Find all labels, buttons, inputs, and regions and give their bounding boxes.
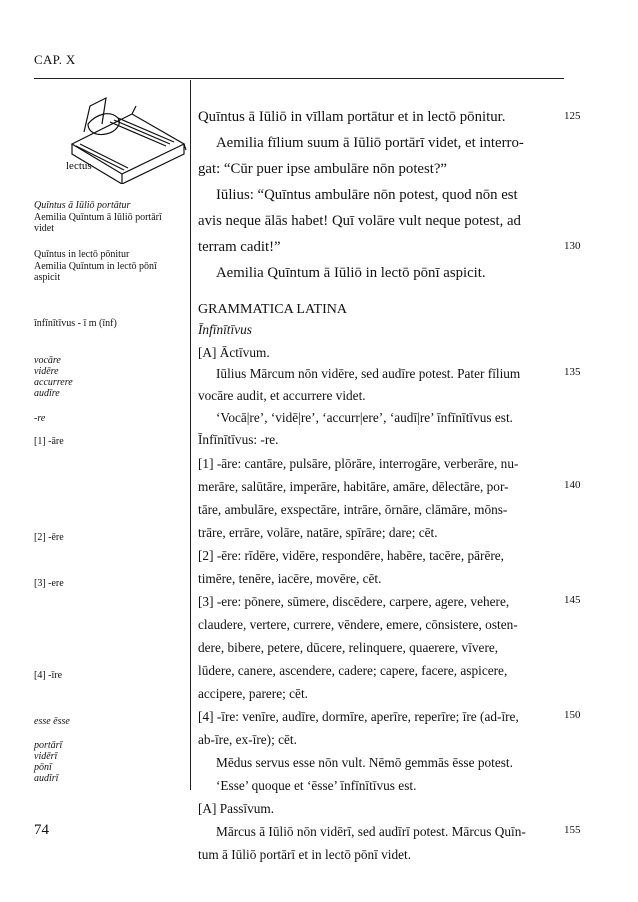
text-line: [2] -ēre: rīdēre, vidēre, respondēre, habēre, tacēre, pārēre, [198, 548, 504, 563]
text-line: ab-īre, ex-īre); cēt. [198, 732, 297, 747]
line-number: 125 [564, 110, 581, 122]
margin-note: esse ēsse [34, 716, 70, 727]
text-line: gat: “Cūr puer ipse ambulāre nōn potest?” [198, 161, 447, 177]
text-line: accipere, parere; cēt. [198, 686, 308, 701]
line-number: 155 [564, 824, 581, 836]
section-title: GRAMMATICA LATINA [198, 302, 347, 317]
text-line: [4] -īre: venīre, audīre, dormīre, aperīre, reperīre; īre (ad-īre, [198, 709, 519, 724]
margin-note: Aemilia Quīntum in lectō pōnī aspicit [34, 261, 157, 283]
line-number: 145 [564, 594, 581, 606]
text-line: Aemilia fīlium suum ā Iūliō portārī videt, et interro- [216, 135, 524, 151]
text-line: [A] Passīvum. [198, 801, 275, 816]
illustration-caption: lectus [66, 160, 92, 172]
text-line: merāre, salūtāre, imperāre, habitāre, amāre, dēlectāre, por- [198, 479, 509, 494]
line-number: 140 [564, 479, 581, 491]
text-line: Iūlius Mārcum nōn vidēre, sed audīre potest. Pater fīlium [216, 366, 521, 381]
text-line: ‘Esse’ quoque et ‘ēsse’ īnfīnītīvus est. [216, 778, 417, 793]
column-divider [190, 80, 191, 790]
text-line: [1] -āre: cantāre, pulsāre, plōrāre, interrogāre, verberāre, nu- [198, 456, 519, 471]
chapter-header: CAP. X [34, 52, 76, 67]
text-line: ‘Vocā|re’, ‘vidē|re’, ‘accurr|ere’, ‘audī|re’ īnfīnītīvus est. [216, 410, 513, 425]
text-line: claudere, vertere, currere, vēndere, emere, cōnsistere, osten- [198, 617, 518, 632]
line-number: 150 [564, 709, 581, 721]
text-line: avis neque ālās habet! Quī volāre vult neque potest, ad [198, 213, 521, 229]
margin-note: [3] -ere [34, 578, 64, 589]
text-line: vocāre audit, et accurrere videt. [198, 388, 366, 403]
margin-note: [2] -ēre [34, 532, 64, 543]
text-line: lūdere, canere, ascendere, cadere; capere, facere, aspicere, [198, 663, 508, 678]
text-line: dere, bibere, petere, dūcere, relinquere, quaerere, vīvere, [198, 640, 499, 655]
text-line: Mēdus servus esse nōn vult. Nēmō gemmās ēsse potest. [216, 755, 513, 770]
text-line: tum ā Iūliō portārī et in lectō pōnī videt. [198, 847, 412, 862]
page-number: 74 [34, 822, 49, 838]
margin-note: accurrere [34, 377, 73, 388]
text-line: Aemilia Quīntum ā Iūliō in lectō pōnī aspicit. [216, 265, 486, 281]
margin-note: [1] -āre [34, 436, 64, 447]
margin-note: vidēre [34, 366, 59, 377]
header-rule [34, 78, 564, 79]
margin-note: īnfīnītīvus - ī m (īnf) [34, 318, 117, 329]
text-line: [A] Āctīvum. [198, 345, 270, 360]
margin-note: audīrī [34, 773, 59, 784]
margin-note: [4] -īre [34, 670, 63, 681]
margin-note: Quīntus in lectō pōnitur [34, 249, 130, 260]
margin-note: -re [34, 413, 46, 424]
line-number: 135 [564, 366, 581, 378]
text-line: [3] -ere: pōnere, sūmere, discēdere, carpere, agere, vehere, [198, 594, 510, 609]
text-line: Quīntus ā Iūliō in vīllam portātur et in lectō pōnitur. [198, 109, 506, 125]
margin-note: Quīntus ā Iūliō portātur [34, 200, 131, 211]
subsection-title: Īnfīnītīvus [198, 322, 252, 337]
text-line: terram cadit!” [198, 239, 281, 255]
text-line: Īnfīnītīvus: -re. [198, 432, 279, 447]
text-line: trāre, errāre, volāre, natāre, spīrāre; dare; cēt. [198, 525, 438, 540]
text-line: Iūlius: “Quīntus ambulāre nōn potest, quod nōn est [216, 187, 518, 203]
text-line: timēre, tenēre, iacēre, movēre, cēt. [198, 571, 382, 586]
margin-note: vidērī [34, 751, 58, 762]
margin-note: pōnī [34, 762, 52, 773]
margin-note: vocāre [34, 355, 61, 366]
margin-note: audīre [34, 388, 60, 399]
text-line: Mārcus ā Iūliō nōn vidērī, sed audīrī potest. Mārcus Quīn- [216, 824, 526, 839]
text-line: tāre, ambulāre, exspectāre, intrāre, ōrnāre, clāmāre, mōns- [198, 502, 508, 517]
line-number: 130 [564, 240, 581, 252]
margin-note: Aemilia Quīntum ā Iūliō portārī videt [34, 212, 162, 234]
margin-note: portārī [34, 740, 63, 751]
